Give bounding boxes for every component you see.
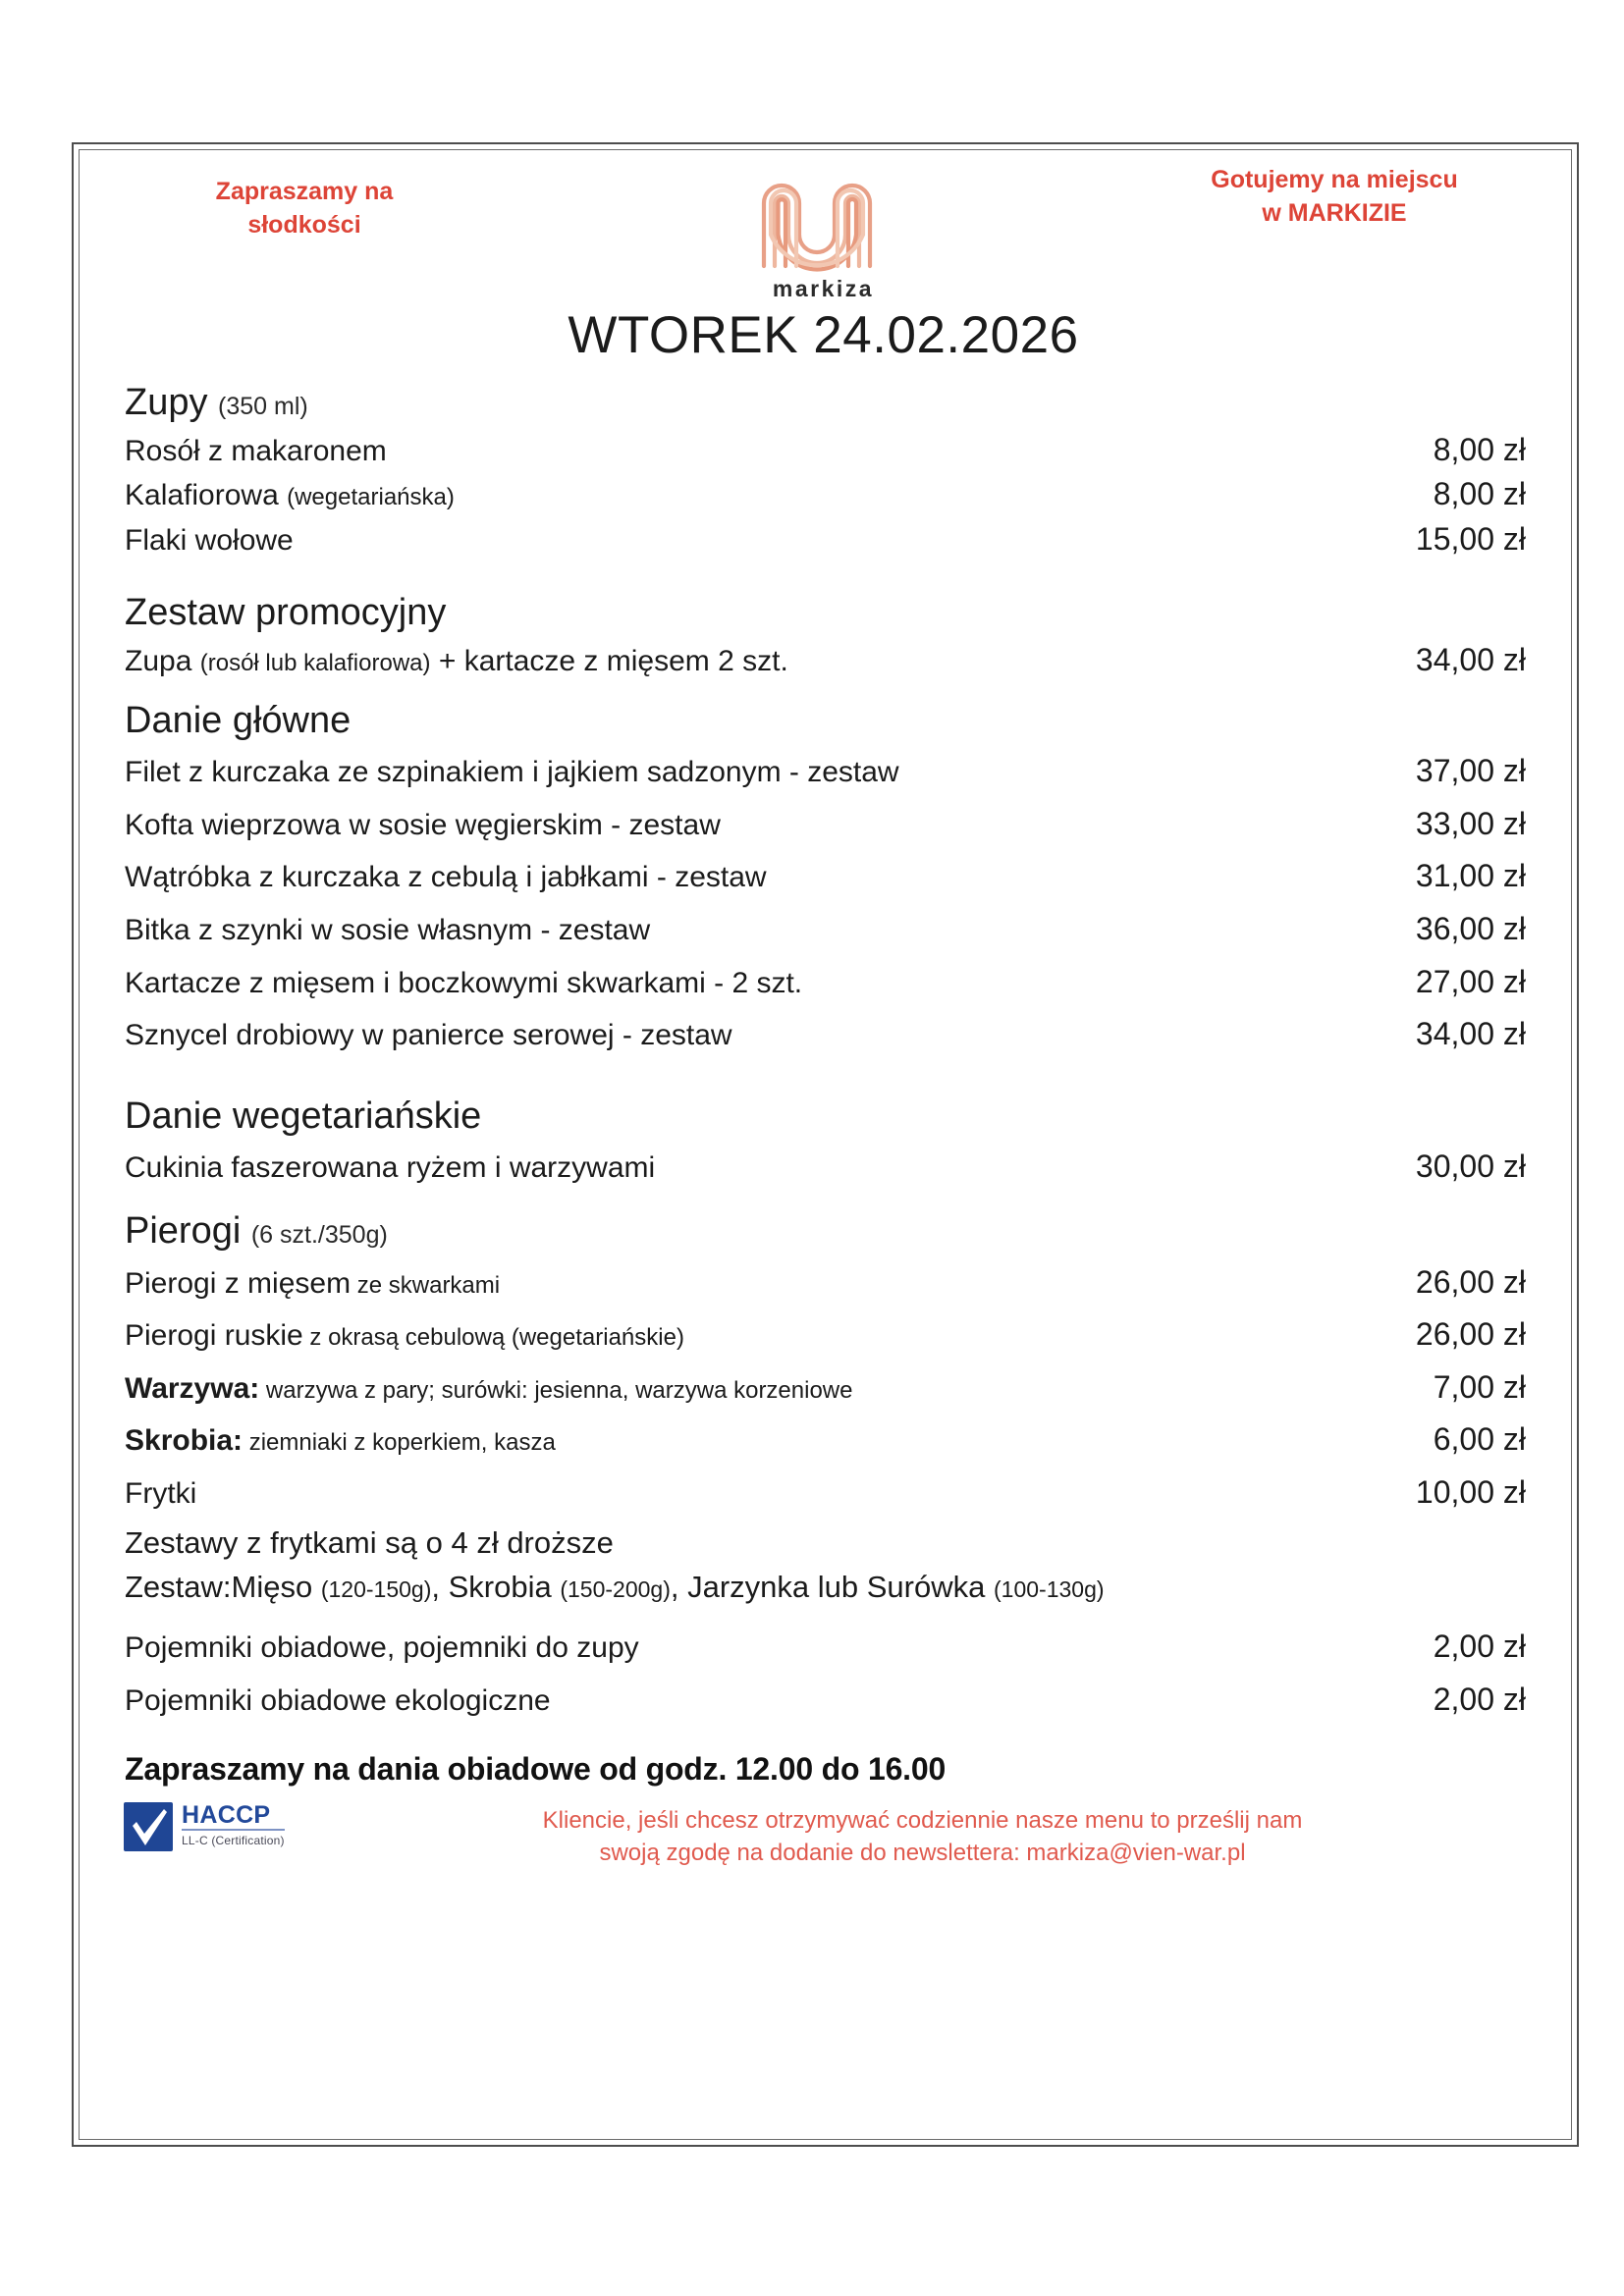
item-name: Kalafiorowa (wegetariańska) (125, 479, 455, 512)
item-name: Filet z kurczaka ze szpinakiem i jajkiem sadzonym - zestaw (125, 756, 899, 789)
menu-footer (121, 1801, 1526, 1869)
item-name (121, 1371, 852, 1408)
item-price: 10,00 zł (1415, 1473, 1526, 1510)
section-title-zestaw-promocyjny: Zestaw promocyjny (125, 592, 447, 634)
section-heading-zestaw-promocyjny (125, 591, 1526, 636)
item-price: 33,00 zł (1415, 805, 1526, 841)
brand-wordmark: markiza (772, 276, 875, 301)
haccp-text-block (182, 1801, 285, 1847)
promo-cooked-line2: w MARKIZIE (1262, 198, 1407, 227)
item-price: 31,00 zł (1415, 858, 1526, 894)
promo-cooked-onsite-note (1153, 164, 1516, 231)
section-qty-pierogi: (6 szt./350g) (250, 1220, 388, 1249)
section-title-danie-glowne: Danie główne (125, 699, 352, 741)
menu-header (121, 164, 1526, 311)
menu-row (121, 1362, 1526, 1415)
item-label: Skrobia: (125, 1424, 244, 1458)
promo-sweets-line2: słodkości (247, 210, 361, 239)
item-name: Sznycel drobiowy w panierce serowej - zestaw (125, 1019, 732, 1052)
menu-row (121, 745, 1526, 798)
newsletter-line2: swoją zgodę na dodanie do newslettera: markiza@vien-war.pl (599, 1839, 1246, 1866)
item-name: Flaki wołowe (125, 523, 294, 557)
item-name: Frytki (125, 1476, 197, 1510)
item-price: 8,00 zł (1433, 476, 1526, 512)
section-title-pierogi: Pierogi (125, 1209, 242, 1252)
item-price: 2,00 zł (1433, 1681, 1526, 1717)
menu-row (121, 1308, 1526, 1362)
item-name: Wątróbka z kurczaka z cebulą i jabłkami - zestaw (125, 861, 767, 894)
item-name: Kofta wieprzowa w sosie węgierskim - zestaw (125, 808, 721, 841)
newsletter-line1: Kliencie, jeśli chcesz otrzymywać codziennie nasze menu to prześlij nam (542, 1807, 1303, 1835)
item-name: Pojemniki obiadowe ekologiczne (125, 1683, 551, 1717)
item-price: 7,00 zł (1433, 1368, 1526, 1405)
menu-row (121, 428, 1526, 473)
section-heading-zupy (125, 381, 1526, 426)
item-price: 36,00 zł (1415, 910, 1526, 946)
item-price: 30,00 zł (1415, 1148, 1526, 1185)
section-title-zupy: Zupy (125, 382, 208, 423)
note-set-composition: Zestaw:Mięso (120-150g), Skrobia (150-200g), Jarzynka lub Surówka (100-130g) (125, 1570, 1105, 1605)
item-name: Rosół z makaronem (125, 434, 387, 467)
haccp-title: HACCP (182, 1803, 285, 1831)
item-name: Pierogi z mięsem ze skwarkami (125, 1266, 501, 1300)
item-detail: (rosół lub kalafiorowa) (199, 649, 431, 676)
menu-row (121, 638, 1526, 683)
menu-row (121, 1008, 1526, 1061)
item-name: Pierogi ruskie z okrasą cebulową (wegetariańskie) (125, 1319, 684, 1353)
promo-cooked-line1: Gotujemy na miejscu (1211, 166, 1458, 193)
item-price: 27,00 zł (1415, 963, 1526, 999)
menu-page-frame (72, 142, 1579, 2147)
menu-row (121, 517, 1526, 562)
promo-sweets-line1: Zapraszamy na (215, 178, 394, 205)
weight-starch: (150-200g) (560, 1576, 671, 1603)
item-price: 26,00 zł (1415, 1263, 1526, 1300)
menu-row (121, 850, 1526, 903)
item-price: 37,00 zł (1415, 753, 1526, 789)
menu-row (121, 798, 1526, 851)
page-title: WTOREK 24.02.2026 (568, 306, 1079, 364)
section-heading-danie-wegetarianskie (125, 1095, 1526, 1140)
section-heading-danie-glowne (125, 699, 1526, 744)
item-label: Warzywa: (125, 1371, 260, 1405)
weight-veg: (100-130g) (994, 1576, 1105, 1603)
item-price: 34,00 zł (1415, 1016, 1526, 1052)
menu-row (121, 956, 1526, 1009)
item-detail: z okrasą cebulową (wegetariańskie) (302, 1324, 684, 1352)
item-name: Zupa (rosół lub kalafiorowa) + kartacze z mięsem 2 szt. (125, 644, 788, 677)
item-name-cont: + kartacze z mięsem 2 szt. (430, 644, 788, 677)
menu-row (121, 1621, 1526, 1674)
opening-hours-callout: Zapraszamy na dania obiadowe od godz. 12.00 do 16.00 (125, 1751, 947, 1788)
item-name: Cukinia faszerowana ryżem i warzywami (125, 1151, 656, 1185)
markiza-logo-icon (750, 164, 897, 274)
haccp-certification-badge (121, 1801, 339, 1857)
section-title-danie-wegetarianskie: Danie wegetariańskie (125, 1095, 482, 1137)
menu-row (121, 1414, 1526, 1467)
menu-inner-frame (79, 149, 1572, 2140)
note-fries-surcharge: Zestawy z frytkami są o 4 zł droższe (125, 1525, 614, 1561)
item-detail: (wegetariańska) (287, 484, 455, 511)
item-price: 26,00 zł (1415, 1316, 1526, 1353)
menu-row (121, 472, 1526, 517)
newsletter-invitation (339, 1801, 1526, 1869)
section-qty-zupy: (350 ml) (218, 393, 308, 420)
item-detail: ze skwarkami (351, 1271, 501, 1299)
item-detail: warzywa z pary; surówki: jesienna, warzywa korzeniowe (259, 1376, 853, 1404)
item-name (121, 1423, 556, 1460)
menu-row (121, 1256, 1526, 1309)
item-name: Pojemniki obiadowe, pojemniki do zupy (125, 1630, 639, 1664)
item-price: 34,00 zł (1415, 641, 1526, 677)
haccp-checkmark-icon (123, 1801, 174, 1857)
haccp-subtitle: LL-C (Certification) (182, 1834, 285, 1848)
menu-row (121, 1467, 1526, 1520)
section-heading-pierogi (125, 1209, 1526, 1255)
item-detail: ziemniaki z koperkiem, kasza (243, 1429, 556, 1457)
item-price: 15,00 zł (1415, 520, 1526, 557)
item-price: 8,00 zł (1433, 431, 1526, 467)
menu-row (121, 903, 1526, 956)
item-price: 2,00 zł (1433, 1628, 1526, 1664)
item-name: Bitka z szynki w sosie własnym - zestaw (125, 913, 651, 946)
menu-row (121, 1141, 1526, 1194)
weight-meat: (120-150g) (320, 1576, 432, 1603)
menu-row (121, 1674, 1526, 1727)
item-name: Kartacze z mięsem i boczkowymi skwarkami - 2 szt. (125, 966, 803, 999)
menu-content (80, 150, 1571, 2139)
item-price: 6,00 zł (1433, 1421, 1526, 1458)
